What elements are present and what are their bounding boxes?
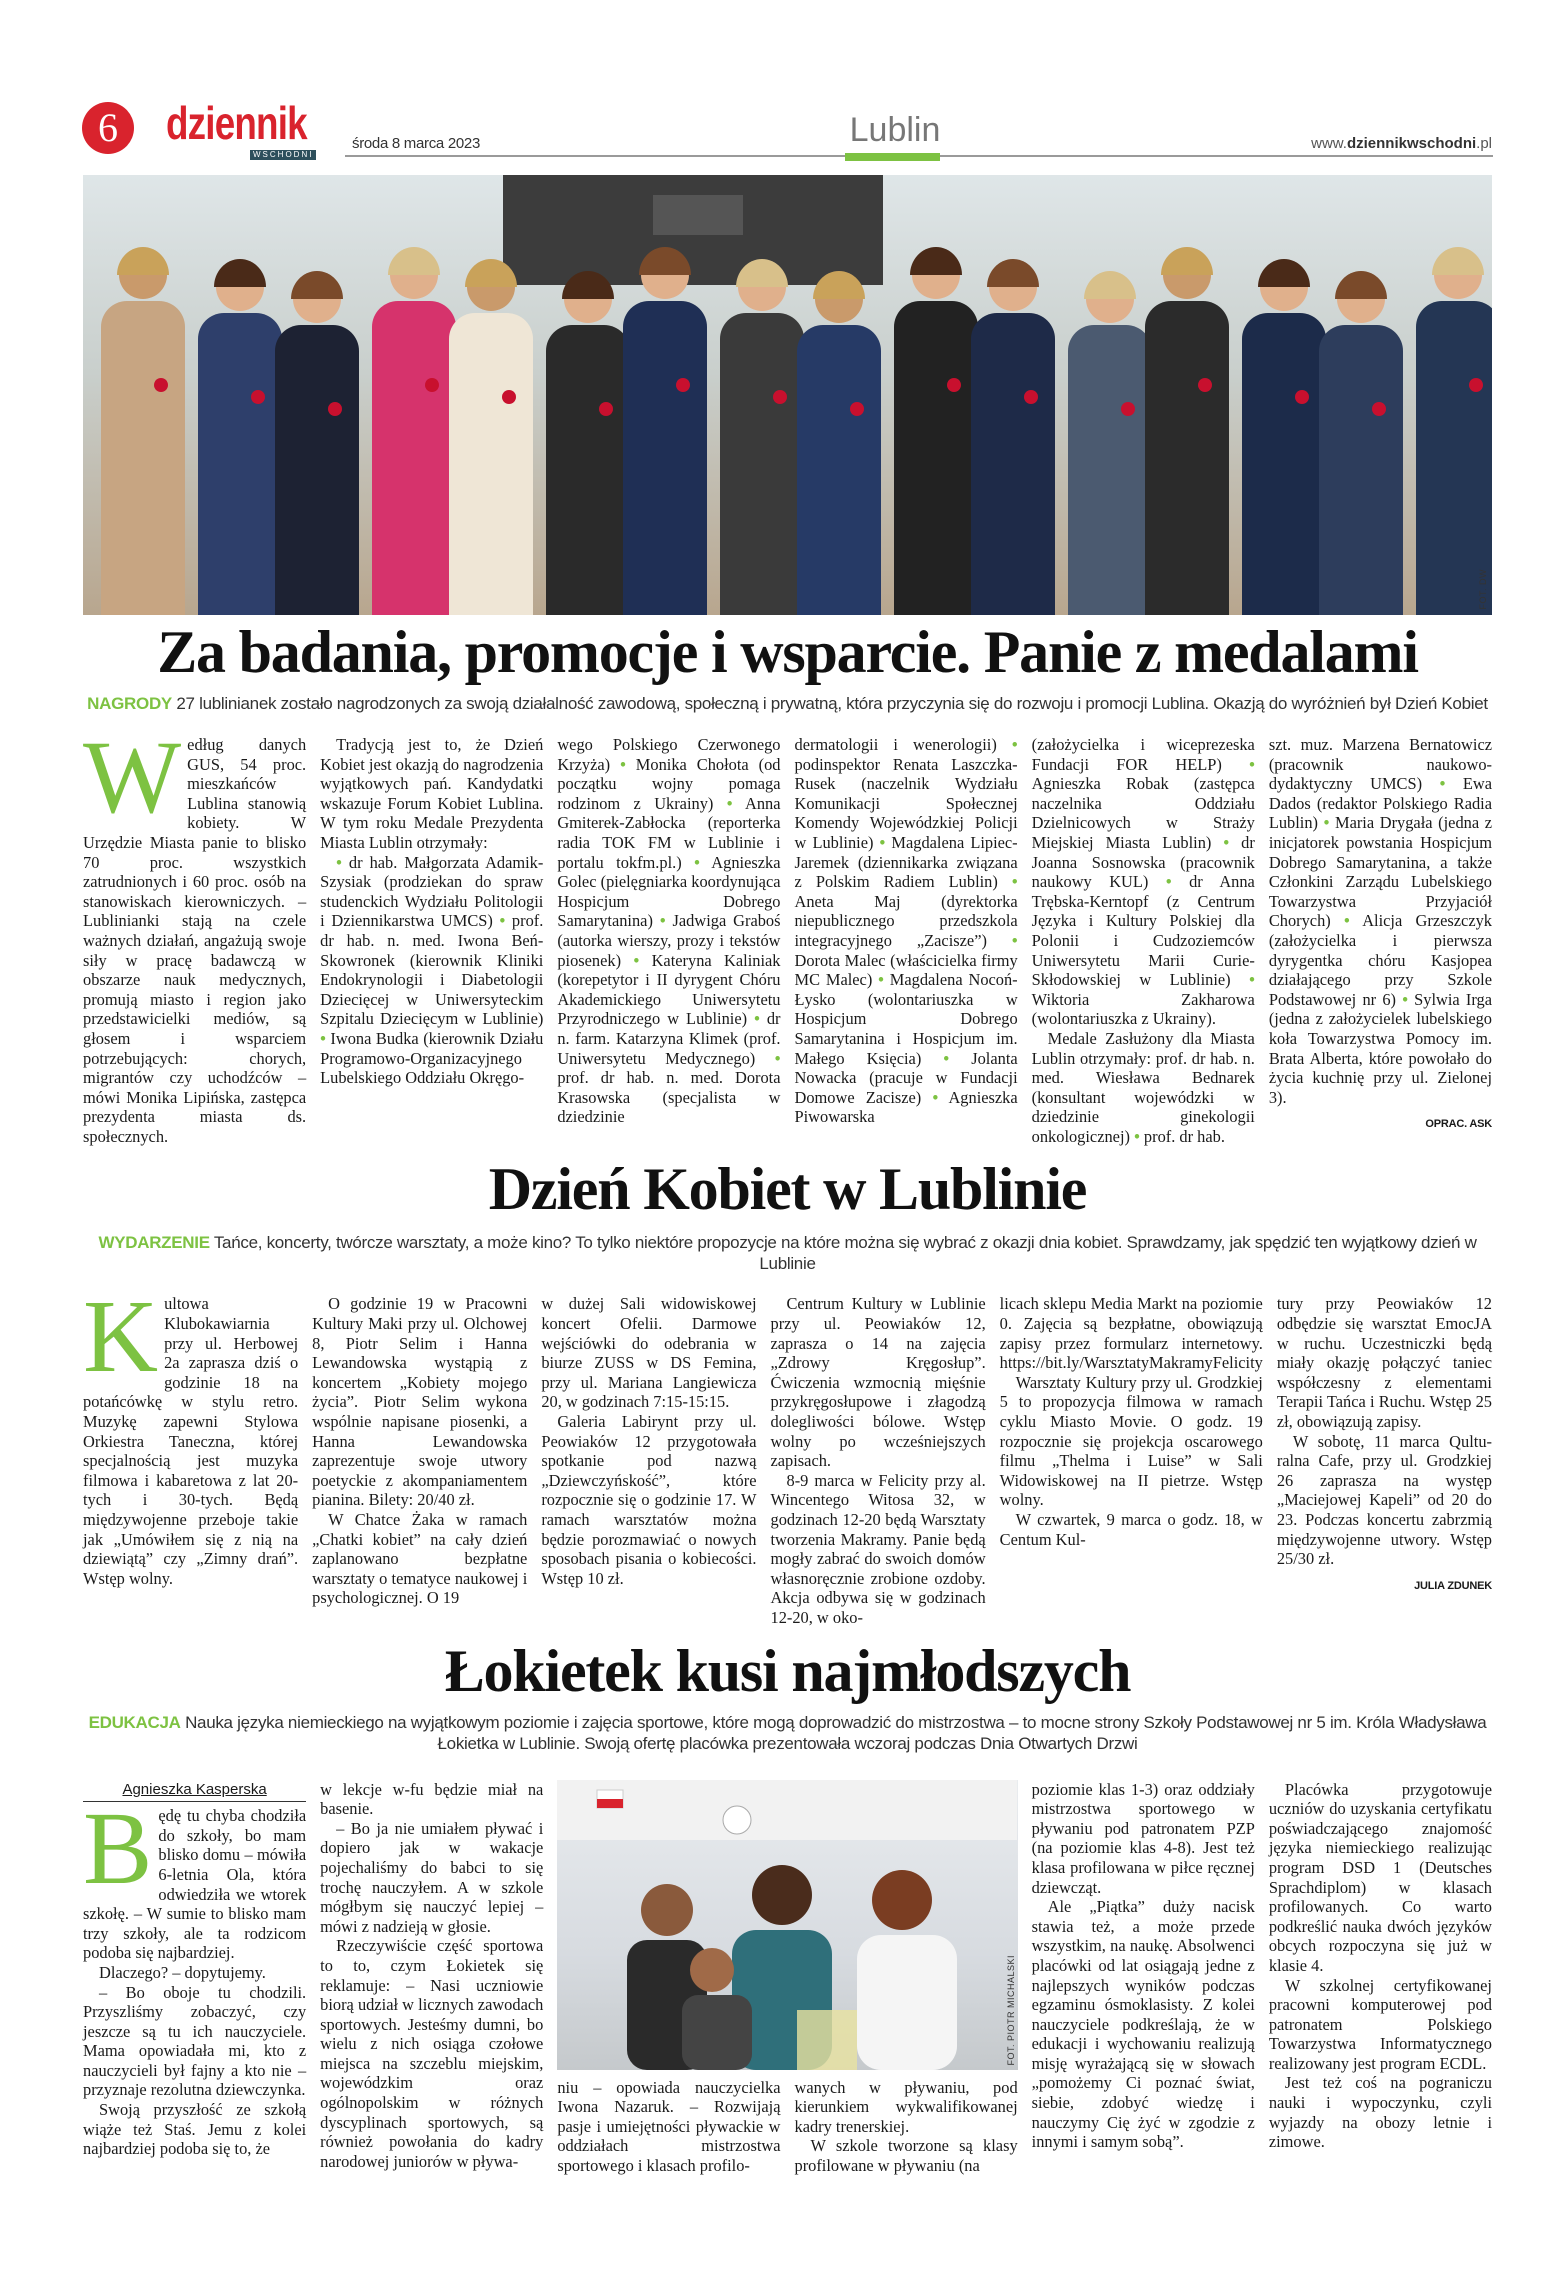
article-headline: Za badania, promocje i wsparcie. Panie z medalami xyxy=(157,619,1418,685)
paragraph: Według danych GUS, 54 proc. mieszkańców Lublina stanowią kobiety. W Urzędzie Miasta panie to blisko 70 proc. wszystkich zatrudnionych i 60 proc. osób na stanowiskach kierowniczych. – Lublinianki stają na czele ważnych działań, angażują swoje siły w pracę badawczą w obszarze nauk medycznych, promują miasto i region jako przedstawicielki mediów, są głosem i wsparciem potrzebujących: chorych, migrantów czy uchodźców – mówi Monika Lipińska, zastępca prezydenta miasta ds. społecznych. xyxy=(83,720,307,1146)
author-name: Agnieszka Kasperska xyxy=(83,1780,306,1803)
paragraph: wanych w pływaniu, pod kierunkiem wykwalifikowanej kadry trenerskiej. xyxy=(794,2077,1018,2136)
article-lead xyxy=(83,693,1492,714)
award-ceremony-photo xyxy=(83,175,1492,615)
article-body xyxy=(83,1279,1492,1627)
paragraph: w lekcje w-fu będzie miał na basenie. xyxy=(320,1779,544,1819)
person-body xyxy=(1068,325,1152,615)
bullet-icon: • xyxy=(879,832,886,852)
text-column xyxy=(795,735,1018,1146)
bullet-icon: • xyxy=(726,793,733,813)
rose-icon xyxy=(773,390,787,404)
text-column xyxy=(83,720,307,1146)
person-hair xyxy=(117,247,169,275)
rose-icon xyxy=(1198,378,1212,392)
person-body xyxy=(449,313,533,615)
person-body xyxy=(720,313,804,615)
text-column xyxy=(1277,1294,1492,1627)
paragraph: W Chatce Żaka w ramach „Chatki kobiet” na cały dzień zaplanowano bezpłatne warsztaty o tematyce naukowej i psychologicznej. O 19 xyxy=(312,1510,528,1608)
paragraph: Medale Zasłużony dla Miasta Lublin otrzymały: prof. dr hab. n. med. Wiesława Bednarek (konsultant wojewódzki w dziedzinie ginekologii onkologicznej) • prof. dr hab. xyxy=(1031,1028,1255,1146)
bullet-icon: • xyxy=(1165,872,1172,892)
page-number-badge: 6 xyxy=(82,102,134,154)
paragraph: Dlaczego? – dopytujemy. xyxy=(99,1962,266,1982)
rose-icon xyxy=(425,378,439,392)
section-accent-bar xyxy=(845,153,940,161)
person-body xyxy=(275,325,359,615)
paragraph: Warsztaty Kultury przy ul. Grodzkiej 5 to propozycja filmowa w ramach cyklu Miasto Movie. O godz. 19 rozpocznie się projekcja oscarowego filmu „Thelma i Luise” w Sali Widowiskowej na II pietrze. Wstęp wolny. xyxy=(999,1372,1263,1510)
bullet-icon: • xyxy=(1134,1126,1140,1146)
text-column xyxy=(541,1294,756,1627)
photo-credit: FOT. DW xyxy=(1478,568,1488,609)
person-hair xyxy=(214,259,266,287)
paragraph: licach sklepu Media Markt na poziomie 0. Zajęcia są bezpłatne, obowiązują zapisy przez formularz internetowy. https://bit.ly/WarsztatyMakramyFelicity xyxy=(999,1294,1263,1373)
rose-icon xyxy=(502,390,516,404)
bullet-icon: • xyxy=(1011,735,1018,754)
bullet-icon: • xyxy=(694,852,700,872)
person-hair xyxy=(1335,271,1387,299)
photo-credit: FOT. PIOTR MICHALSKI xyxy=(1005,1955,1016,2066)
bullet-icon: • xyxy=(1439,774,1446,794)
drop-cap: K xyxy=(83,1279,159,1395)
person-body xyxy=(971,313,1055,615)
paragraph: w dużej Sali widowiskowej koncert Ofelii. Darmowe wejściówki do odebrania w biurze ZUSS w DS Femina, przy ul. Mariana Langiewicza 20, w godzinach 7:15-15:15. xyxy=(541,1294,757,1412)
website-prefix: www. xyxy=(1311,135,1347,152)
rose-icon xyxy=(328,402,342,416)
paragraph: Galeria Labirynt przy ul. Peowiaków 12 przygotowała spotkanie pod nazwą „Dziewczyńskość”, które rozpocznie się o godzinie 17. W ramach warsztatów można będzie porozmawiać o nowych sposobach pisania o kobiecości. Wstęp 10 zł. xyxy=(541,1412,757,1588)
text-column xyxy=(1032,1780,1255,2176)
rose-icon xyxy=(1121,402,1135,416)
rose-icon xyxy=(154,378,168,392)
school-classroom-photo xyxy=(557,1780,1017,2070)
person-body xyxy=(1145,301,1229,615)
rose-icon xyxy=(850,402,864,416)
page-content xyxy=(83,175,1492,2176)
person-hair xyxy=(388,247,440,275)
drop-cap: B xyxy=(83,1791,153,1907)
newspaper-logo: dziennik xyxy=(166,97,307,149)
issue-date: środa 8 marca 2023 xyxy=(352,135,481,152)
person-body xyxy=(1319,325,1403,615)
bullet-icon: • xyxy=(932,1087,939,1107)
rose-icon xyxy=(947,378,961,392)
paragraph: dermatologii i wenerologii) • podinspektor Renata Laszczka-Rusek (naczelnik Wydziału Komunikacji Społecznej Komendy Wojewódzkiej Policji w Lublinie) • Magdalena Lipiec-Jaremek (dziennikarka związana z Polskim Radiem Lublin) • Aneta Maj (dyrektorka niepublicznego przedszkola integracyjnego „Zacisze”) • Dorota Malec (właścicielka firmy MC Malec) • Magdalena Nocoń-Łysko (wolontariuszka w Hospicjum Dobrego Samarytanina i Hospicjum im. Małego Księcia) • Jolanta Nowacka (pracuje w Fundacji Domowe Zacisze) • Agnieszka Piwowarska xyxy=(794,735,1018,1127)
paragraph: Placówka przygotowuje uczniów do uzyskania certyfikatu poświadczającego znajomość języka niemieckiego realizując program DSD 1 (Deutsches Sprachdiplom) w klasach profilowanych. Co warto podkreślić nauka dwóch języków obcych rozpoczyna się już w klasie 4. xyxy=(1268,1779,1492,1975)
person-hair xyxy=(987,259,1039,287)
bullet-icon: • xyxy=(1223,832,1230,852)
bullet-icon: • xyxy=(943,1048,950,1068)
bullet-icon: • xyxy=(499,911,506,931)
paragraph: niu – opowiada nauczycielka Iwona Nazaruk. – Rozwijają pasje i umiejętności pływackie w oddziałach mistrzostwa sportowego i klasach profilo- xyxy=(557,2077,781,2175)
lead-text: Nauka języka niemieckiego na wyjątkowym poziomie i zajęcia sportowe, które mogą doprowadzić do mistrzostwa – to mocne strony Szkoły Podstawowej nr 5 im. Króla Władysława Łokietka w Lublinie. Swoją ofertę placówka prezentowała wczoraj podczas Dnia Otwartych Drzwi xyxy=(185,1712,1487,1753)
article-lead xyxy=(83,1232,1492,1274)
paragraph: O godzinie 19 w Pracowni Kultury Maki przy ul. Olchowej 8, Piotr Selim i Hanna Lewandowska wystąpią z koncertem „Kobiety mojego życia”. Piotr Selim wykona wspólnie napisane piosenki, a Hanna Lewandowska zaprezentuje swoje utwory poetyckie z akompaniamentem pianina. Bilety: 20/40 zł. xyxy=(312,1294,528,1510)
paragraph: W szkole tworzone są klasy profilowane w pływaniu (na xyxy=(794,2136,1018,2175)
paragraph: szt. muz. Marzena Bernatowicz (pracownik naukowo-dydaktyczny UMCS) • Ewa Dados (redaktor Polskiego Radia Lublin) • Maria Drygała (jedna z inicjatorek powstania Hospicjum Dobrego Samarytanina, a także Członkini Zarządu Lubelskiego Towarzystwa Przyjaciół Chorych) • Alicja Grzeszczyk (założycielka i pierwsza dyrygentka chóru Kasjopea działającego przy Szkole Podstawowej nr 6) • Sylwia Irga (jedna z założycielek lubelskiego koła Towarzystwa Pomocy im. Brata Alberta, które powołało do życia kuchnię przy ul. Zielonej 3). xyxy=(1268,735,1493,1107)
person-body xyxy=(101,301,185,615)
bullet-icon: • xyxy=(878,970,884,990)
person-body xyxy=(372,301,456,615)
person-body xyxy=(1416,301,1492,615)
article-headline: Łokietek kusi najmłodszych xyxy=(444,1637,1131,1704)
byline: JULIA ZDUNEK xyxy=(1414,1579,1492,1592)
text-column xyxy=(1269,735,1492,1146)
paragraph: Rzeczywiście część sportowa to to, czym Łokietek się reklamuje: – Nasi uczniowie biorą udział w licznych zawodach sportowych. Jesteśmy dumni, bo wielu z nich osiąga czołowe miejsca na szczeblu miejskim, wojewódzkim oraz ogólnopolskim w różnych dyscyplinach sportowych, są również powołania do kadry narodowej juniorów w pływa- xyxy=(320,1936,544,2171)
person-hair xyxy=(1161,247,1213,275)
bullet-icon: • xyxy=(1344,911,1350,931)
rose-icon xyxy=(676,378,690,392)
paragraph: • dr hab. Małgorzata Adamik-Szysiak (prodziekan do spraw studenckich Wydziału Politologii i Dziennikarstwa UMCS) • prof. dr hab. n. med. Iwona Beń-Skowronek (kierownik Kliniki Endokrynologii i Diabetologii Dziecięcej w Uniwersyteckim Szpitalu Dziecięcym w Lublinie) • Iwona Budka (kierownik Działu Programowo-Organizacyjnego Lubelskiego Oddziału Okręgo- xyxy=(320,852,544,1088)
text-column xyxy=(557,2078,780,2176)
article-body xyxy=(83,720,1493,1146)
article-lead xyxy=(83,1712,1492,1754)
person-body xyxy=(198,313,282,615)
person-hair xyxy=(291,271,343,299)
bullet-icon: • xyxy=(774,1048,781,1068)
text-column xyxy=(1000,1294,1263,1627)
paragraph: Ale „Piątka” duży nacisk stawia też, a może przede wszystkim, na naukę. Absolwenci placówki od lat osiągają jedne z najlepszych wyników podczas egzaminu ósmoklasisty. Z kolei nauczyciele podkreślają, że w edukacji i wychowaniu realizują misję wyrażającą się w słowach „pomożemy Ci poznać świat, siebie, zdobyć wiedzę i nauczymy Cię żyć w zgodzie z innymi i samym sobą”. xyxy=(1031,1897,1255,2152)
paragraph: W czwartek, 9 marca o godz. 18, w Centum Kul- xyxy=(999,1510,1263,1549)
article-kicker: NAGRODY xyxy=(87,694,172,713)
rose-icon xyxy=(251,390,265,404)
text-column xyxy=(557,735,780,1146)
rose-icon xyxy=(1372,402,1386,416)
paragraph: wego Polskiego Czerwonego Krzyża) • Monika Chołota (od początku wojny pomaga rodzinom z Ukrainy) • Anna Gmiterek-Zabłocka (reporterka radia TOK FM w Lublinie i portalu tokfm.pl.) • Agnieszka Golec (pielęgniarka koordynująca Hospicjum Dobrego Samarytanina) • Jadwiga Graboś (autorka wierszy, prozy i tekstów piosenek) • Kateryna Kaliniak (korepetytor i II dyrygent Chóru Akademickiego Uniwersytetu Przyrodniczego w Lublinie) • dr n. farm. Katarzyna Klimek (prof. Uniwersytetu Medycznego) • prof. dr hab. n. med. Dorota Krasowska (specjalista w dziedzinie xyxy=(557,735,781,1127)
person-hair xyxy=(1432,247,1484,275)
paragraph: 8-9 marca w Felicity przy al. Wincentego Witosa 32, w godzinach 12-20 będą Warsztaty tworzenia Makramy. Panie będą mogły zabrać do swoich domów własnoręcznie zrobione ozdoby. Akcja odbywa się w godzinach 12-20, w oko- xyxy=(770,1470,986,1627)
article-body xyxy=(83,1780,1492,2176)
bullet-icon: • xyxy=(633,950,640,970)
bullet-icon: • xyxy=(1249,754,1255,774)
bullet-icon: • xyxy=(1011,930,1018,950)
photo-illustration xyxy=(83,175,1492,615)
person-body xyxy=(546,325,630,615)
person-body xyxy=(797,325,881,615)
bullet-icon: • xyxy=(320,1028,326,1048)
person-hair xyxy=(1084,271,1136,299)
text-column xyxy=(83,1780,306,2176)
bullet-icon: • xyxy=(1323,813,1330,833)
paragraph: W szkolnej certyfikowanej pracowni komputerowej pod patronatem Polskiego Towarzystwa Informatycznego realizowany jest program ECDL. xyxy=(1268,1975,1492,2073)
bullet-icon: • xyxy=(336,852,342,872)
person-body xyxy=(623,301,707,615)
person-body xyxy=(1242,313,1326,615)
text-column xyxy=(771,1294,986,1627)
rose-icon xyxy=(1024,390,1038,404)
website-domain: dziennikwschodni xyxy=(1346,135,1477,152)
paragraph: W sobotę, 11 marca Qulturalna Cafe, przy ul. Grodzkiej 26 zaprasza na występ „Maciejowej Kapeli” od 20 do 23. Podczas koncertu zabrzmią międzywojenne utwory. Wstęp 25/30 zł. xyxy=(1276,1431,1492,1569)
website-suffix: .pl xyxy=(1476,135,1492,152)
paragraph: Jest też coś na pograniczu nauki i wypoczynku, czyli wyjazdy na obozy letnie i zimowe. xyxy=(1268,2073,1492,2152)
text-column xyxy=(1269,1780,1492,2176)
paragraph: Tradycją jest to, że Dzień Kobiet jest okazją do nagrodzenia wyjątkowych pań. Kandydatki wskazuje Forum Kobiet Lublina. W tym roku Medale Prezydenta Miasta Lublin otrzymały: xyxy=(320,735,544,852)
bullet-icon: • xyxy=(620,754,626,774)
lead-text: 27 lublinianek zostało nagrodzonych za swoją działalność zawodową, społeczną i prywatną, która przyczynia się do rozwoju i promocji Lublina. Okazją do wyróżnień był Dzień Kobiet xyxy=(176,694,1488,713)
paragraph: – Bo oboje tu chodzili. Przyszliśmy zobaczyć, czy jeszcze są tu ich nauczyciele. Mama opowiadała mi, kto z nauczycieli był fajny a kto nie – przyznaje rezolutna dziewczynka. xyxy=(83,1982,307,2100)
rose-icon xyxy=(599,402,613,416)
article-kicker: EDUKACJA xyxy=(88,1712,181,1732)
paragraph: – Bo ja nie umiałem pływać i dopiero jak w wakacje pojechaliśmy do babci to się trochę nauczyłem. A w szkole mógłbym się nauczyć lepiej – mówi z nadzieją w głosie. xyxy=(320,1818,544,1936)
person-body xyxy=(894,301,978,615)
paragraph: Kultowa Klubokawiarnia przy ul. Herbowej 2a zaprasza dziś o godzinie 18 na potańcówkę w stylu retro. Muzykę zapewni Stylowa Orkiestra Taneczna, której specjalnością jest muzyka filmowa i kabaretowa z lat 20-tych i 30-tych. Będą międzywojenne przeboje takie jak „Umówiłem się z nią na dziewiątą” czy „Zimny drań”. Wstęp wolny. xyxy=(83,1279,299,1588)
lead-text: Tańce, koncerty, twórcze warsztaty, a może kino? To tylko niektóre propozycje na które można się wybrać z okazji dnia kobiet. Sprawdzamy, jak spędzić ten wyjątkowy dzień w Lublinie xyxy=(213,1233,1477,1274)
rose-icon xyxy=(1469,378,1483,392)
byline: OPRAC. ASK xyxy=(1425,1118,1492,1131)
text-column xyxy=(83,1279,299,1627)
newspaper-logo-subtitle: WSCHODNI xyxy=(250,150,316,160)
paragraph: (założycielka i wiceprezeska Fundacji FOR HELP) • Agnieszka Robak (zastępca naczelnika Oddziału Dzielnicowych w Straży Miejskiej Miasta Lublin) • dr Joanna Sosnowska (pracownik naukowy KUL) • dr Anna Trębska-Kerntopf (z Centrum Języka i Kultury Polskiej dla Polonii i Cudzoziemców Uniwersytetu Marii Curie-Skłodowskiej w Lublinie) • Wiktoria Zakharowa (wolontariuszka z Ukrainy). xyxy=(1031,735,1255,1029)
bullet-icon: • xyxy=(1011,872,1018,892)
paragraph: Centrum Kultury w Lublinie przy ul. Peowiaków 12, zaprasza o 14 na zajęcia „Zdrowy Kręgosłup”. Ćwiczenia wzmocnią mięśnie przykręgosłupowe i złagodzą dolegliwości bólowe. Wstęp wolny po wcześniejszych zapisach. xyxy=(770,1294,986,1471)
drop-cap: W xyxy=(83,720,182,835)
person-hair xyxy=(910,247,962,275)
paragraph: Będę tu chyba chodziła do szkoły, bo mam blisko domu – mówiła 6-letnia Ola, która odwiedziła we wtorek szkołę. – W sumie to blisko mam trzy szkoły, ale ta rodzicom podoba się najbardziej. xyxy=(83,1791,307,1963)
text-column xyxy=(312,1294,527,1627)
article-headline: Dzień Kobiet w Lublinie xyxy=(488,1156,1087,1223)
text-column xyxy=(1032,735,1255,1146)
text-column xyxy=(320,1780,543,2176)
paragraph: Swoją przyszłość ze szkołą wiąże też Staś. Jemu z kolei najbardziej podoba się to, że xyxy=(83,2100,307,2159)
paragraph: tury przy Peowiaków 12 odbędzie się warsztat EmocJA w ruchu. Uczestniczki będą miały okazję połączyć taniec współczesny z elementami Terapii Tańca i Ruchu. Wstęp 25 zł, obowiązują zapisy. xyxy=(1276,1294,1492,1432)
website-link[interactable] xyxy=(1311,135,1492,152)
section-title: Lublin xyxy=(849,111,941,149)
article-kicker: WYDARZENIE xyxy=(98,1233,210,1253)
text-column xyxy=(795,2078,1018,2176)
person-hair xyxy=(1258,259,1310,287)
rose-icon xyxy=(1295,390,1309,404)
paragraph: poziomie klas 1-3) oraz oddziały mistrzostwa sportowego w pływaniu pod patronatem PZP (na poziomie klas 4-8). Jest też klasa profilowana w piłce ręcznej dziewcząt. xyxy=(1031,1779,1255,1897)
bullet-icon: • xyxy=(659,911,666,931)
text-column xyxy=(320,735,543,1146)
bullet-icon: • xyxy=(1402,989,1408,1009)
bullet-icon: • xyxy=(754,1009,760,1029)
photo-illustration xyxy=(557,1780,1017,2070)
bullet-icon: • xyxy=(1249,970,1255,990)
